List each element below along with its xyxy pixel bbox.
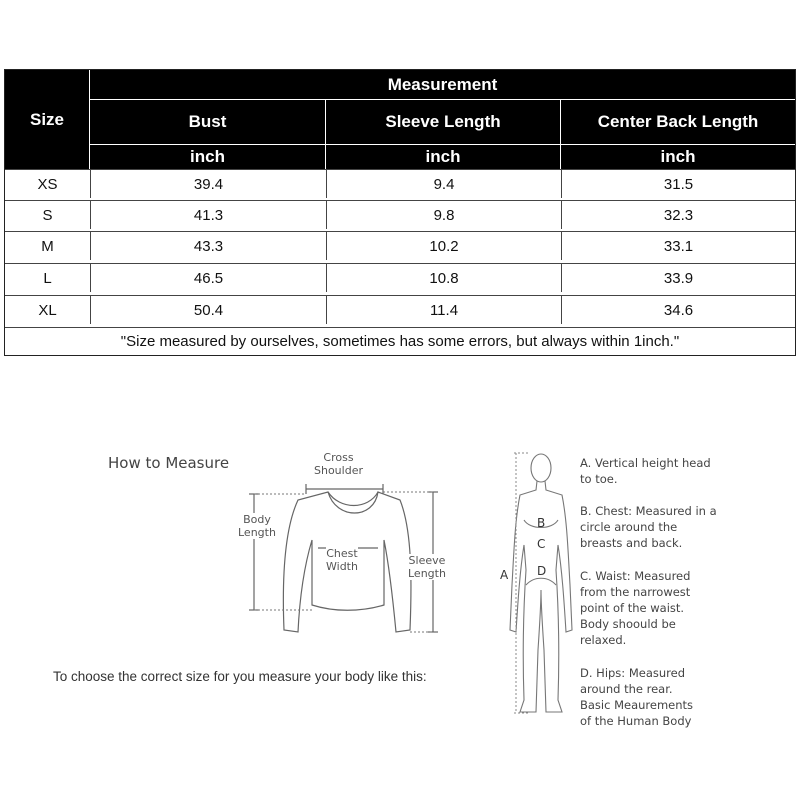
sleeve-length-cell: 9.4 <box>433 175 455 193</box>
chest-width-label: Chest Width <box>326 547 358 573</box>
marker-c: C <box>537 537 546 551</box>
center-back-length-cell: 33.9 <box>663 269 694 287</box>
measure-instruction: To choose the correct size for you measure your body like this: <box>53 669 427 684</box>
bust-cell: 46.5 <box>193 269 224 287</box>
center-back-length-cell: 33.1 <box>663 237 694 255</box>
bust-cell: 50.4 <box>193 301 224 319</box>
size-cell: XS <box>37 175 58 193</box>
size-chart-table <box>4 69 796 356</box>
table-row <box>5 200 795 229</box>
table-row <box>5 263 795 292</box>
center-back-length-cell: 32.3 <box>663 206 694 224</box>
body-figure <box>510 454 572 712</box>
size-cell: L <box>43 269 52 287</box>
table-row <box>5 295 795 324</box>
size-cell: XL <box>38 301 57 319</box>
unit-center-back-length: inch <box>561 145 795 169</box>
bust-cell: 43.3 <box>193 237 224 255</box>
size-cell: M <box>41 237 54 255</box>
size-header: Size <box>5 70 89 169</box>
unit-bust: inch <box>90 145 325 169</box>
column-header-center-back-length: Center Back Length <box>561 100 795 144</box>
bust-cell: 41.3 <box>193 206 224 224</box>
sleeve-length-label: Sleeve Length <box>408 554 446 580</box>
collar-line <box>328 492 378 506</box>
column-header-bust: Bust <box>90 100 325 144</box>
sleeve-length-cell: 10.8 <box>429 269 459 287</box>
center-back-length-cell: 34.6 <box>663 301 694 319</box>
unit-sleeve-length: inch <box>326 145 560 169</box>
sleeve-length-cell: 10.2 <box>429 237 459 255</box>
definition-d: D. Hips: Measured around the rear. Basic Meaurements of the Human Body <box>580 666 694 728</box>
cross-shoulder-label: Cross Shoulder <box>314 451 363 477</box>
sleeve-length-cell: 9.8 <box>433 206 455 224</box>
definition-c: C. Waist: Measured from the narrowest point of the waist. Body shoould be relaxed. <box>580 569 691 647</box>
column-header-sleeve-length: Sleeve Length <box>326 100 560 144</box>
table-row <box>5 231 795 260</box>
table-row <box>5 169 795 198</box>
definition-a: A. Vertical height head to toe. <box>580 456 711 486</box>
definition-b: B. Chest: Measured in a circle around the breasts and back. <box>580 504 717 550</box>
marker-b: B <box>537 516 546 530</box>
sleeve-length-cell: 11.4 <box>429 301 459 319</box>
center-back-length-cell: 31.5 <box>663 175 694 193</box>
marker-d: D <box>537 564 547 578</box>
body-length-label: Body Length <box>238 513 276 539</box>
marker-a: A <box>500 568 509 582</box>
size-cell: S <box>42 206 53 224</box>
measurement-group-header: Measurement <box>90 70 795 99</box>
how-to-measure-title: How to Measure <box>108 454 230 472</box>
bust-cell: 39.4 <box>193 175 224 193</box>
size-note: "Size measured by ourselves, sometimes has some errors, but always within 1inch." <box>5 327 795 355</box>
